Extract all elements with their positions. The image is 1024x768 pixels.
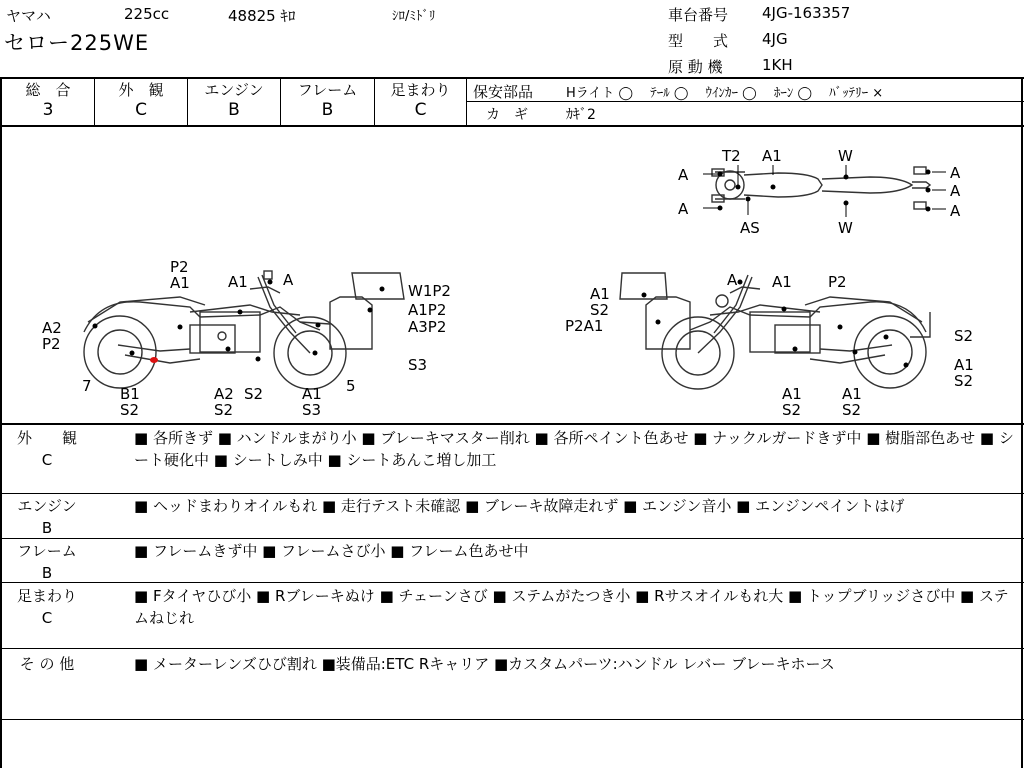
section-label-frame: フレーム B	[17, 542, 77, 582]
diag-label: A1 S3	[302, 385, 322, 419]
safety-items: Hライト ◯ ﾃｰﾙ ◯ ｳｲﾝｶｰ ◯ ﾎｰﾝ ◯ ﾊﾞｯﾃﾘｰ ×	[566, 86, 884, 101]
divider	[0, 493, 1024, 494]
diag-label: 5	[346, 377, 356, 395]
diag-label: W1P2	[408, 282, 451, 300]
grade-suspension-label: 足まわり	[390, 81, 451, 99]
diag-label: S2	[244, 385, 264, 403]
diag-label: A2 S2	[214, 385, 234, 419]
mileage: 48825 ｷﾛ	[228, 7, 296, 25]
diag-label: S2	[590, 301, 610, 319]
divider	[0, 538, 1024, 539]
key-label: カ ギ	[486, 107, 528, 123]
diag-label: A1 S2	[782, 385, 802, 419]
divider	[0, 582, 1024, 583]
diag-label: A3P2	[408, 318, 447, 336]
diag-label: A	[678, 166, 689, 184]
diag-label: A1P2	[408, 301, 447, 319]
section-label-suspension: 足まわり C	[16, 587, 77, 627]
diag-label: P2	[828, 273, 847, 291]
diag-label: A1	[590, 285, 610, 303]
section-label-exterior: 外 観 C	[16, 429, 77, 469]
section-label-engine: エンジン B	[17, 497, 77, 537]
section-label-other: そ の 他	[19, 655, 75, 673]
diag-label: A	[678, 200, 689, 218]
section-text-exterior: ■ 各所きず ■ ハンドルまがり小 ■ ブレーキマスター削れ ■ 各所ペイント色あせ ■ ナックルガードきず中 ■ 樹脂部色あせ ■ シート硬化中 ■ シートしみ中 ■ シートあんこ増し加工	[134, 429, 1014, 469]
grade-overall	[2, 80, 94, 120]
grade-exterior-label: 外 観	[118, 81, 164, 99]
diag-label: A	[283, 271, 294, 289]
diag-label: S3	[408, 356, 428, 374]
safety-label: 保安部品	[473, 83, 534, 101]
frame-no-label: 車台番号	[668, 6, 729, 24]
engine-model-value: 1KH	[762, 56, 793, 74]
key-value: ｶｷﾞ2	[566, 107, 596, 123]
divider	[0, 77, 1024, 79]
type-value: 4JG	[762, 30, 788, 48]
grade-frame	[281, 80, 374, 120]
divider	[0, 423, 1024, 425]
engine-model-label: 原 動 機	[668, 58, 723, 76]
diag-label: A1	[228, 273, 248, 291]
diag-label: A2 P2	[42, 319, 62, 353]
diag-label: A1	[762, 147, 782, 165]
grade-suspension-value: C	[414, 100, 427, 120]
diag-label: B1 S2	[120, 385, 140, 419]
diag-label: T2	[722, 147, 741, 165]
divider	[0, 648, 1024, 649]
diag-label: A1 S2	[842, 385, 862, 419]
grade-suspension	[375, 80, 466, 120]
grade-frame-value: B	[321, 100, 334, 120]
diag-label: P2A1	[565, 317, 604, 335]
grade-exterior-value: C	[135, 100, 147, 120]
grade-overall-value: 3	[42, 100, 54, 120]
frame-no: 4JG-163357	[762, 4, 851, 22]
diag-label: P2 A1	[170, 258, 190, 292]
grade-engine	[188, 80, 280, 120]
section-text-suspension: ■ Fタイヤひび小 ■ Rブレーキぬけ ■ チェーンさび ■ ステムがたつき小 ■ Rサスオイルもれ大 ■ トップブリッジさび中 ■ ステムねじれ	[134, 587, 1009, 627]
type-label: 型 式	[668, 32, 729, 50]
diag-label: 7	[82, 377, 92, 395]
red-marker-icon	[150, 357, 158, 363]
grade-overall-label: 総 合	[25, 81, 71, 99]
bike-top-view	[712, 167, 930, 209]
diag-label: A	[950, 202, 961, 220]
diag-label: A1 S2	[954, 356, 974, 390]
diag-label: W	[838, 219, 853, 237]
divider	[467, 101, 1024, 102]
divider	[466, 77, 467, 126]
grade-engine-label: エンジン	[204, 81, 264, 99]
diag-label: W	[838, 147, 853, 165]
diag-label: S2	[954, 327, 974, 345]
grade-exterior	[95, 80, 187, 120]
grade-engine-value: B	[228, 100, 240, 120]
color: ｼﾛ/ﾐﾄﾞﾘ	[392, 9, 436, 24]
section-text-engine: ■ ヘッドまわりオイルもれ ■ 走行テスト未確認 ■ ブレーキ故障走れず ■ エンジン音小 ■ エンジンペイントはげ	[134, 497, 905, 515]
grade-frame-label: フレーム	[297, 81, 358, 99]
diag-label: A1	[772, 273, 792, 291]
maker: ヤマハ	[6, 7, 51, 25]
section-text-other: ■ メーターレンズひび割れ ■装備品:ETC Rキャリア ■カスタムパーツ:ハンドル レバー ブレーキホース	[134, 655, 835, 673]
diag-label: A	[950, 182, 961, 200]
diag-label: AS	[740, 219, 760, 237]
displacement: 225cc	[124, 5, 170, 23]
section-text-frame: ■ フレームきず中 ■ フレームさび小 ■ フレーム色あせ中	[134, 542, 529, 560]
damage-diagram	[0, 127, 1024, 423]
model-name: セロー225WE	[4, 31, 150, 55]
divider	[0, 719, 1024, 720]
diag-label: A	[950, 164, 961, 182]
diag-label: A	[727, 271, 738, 289]
